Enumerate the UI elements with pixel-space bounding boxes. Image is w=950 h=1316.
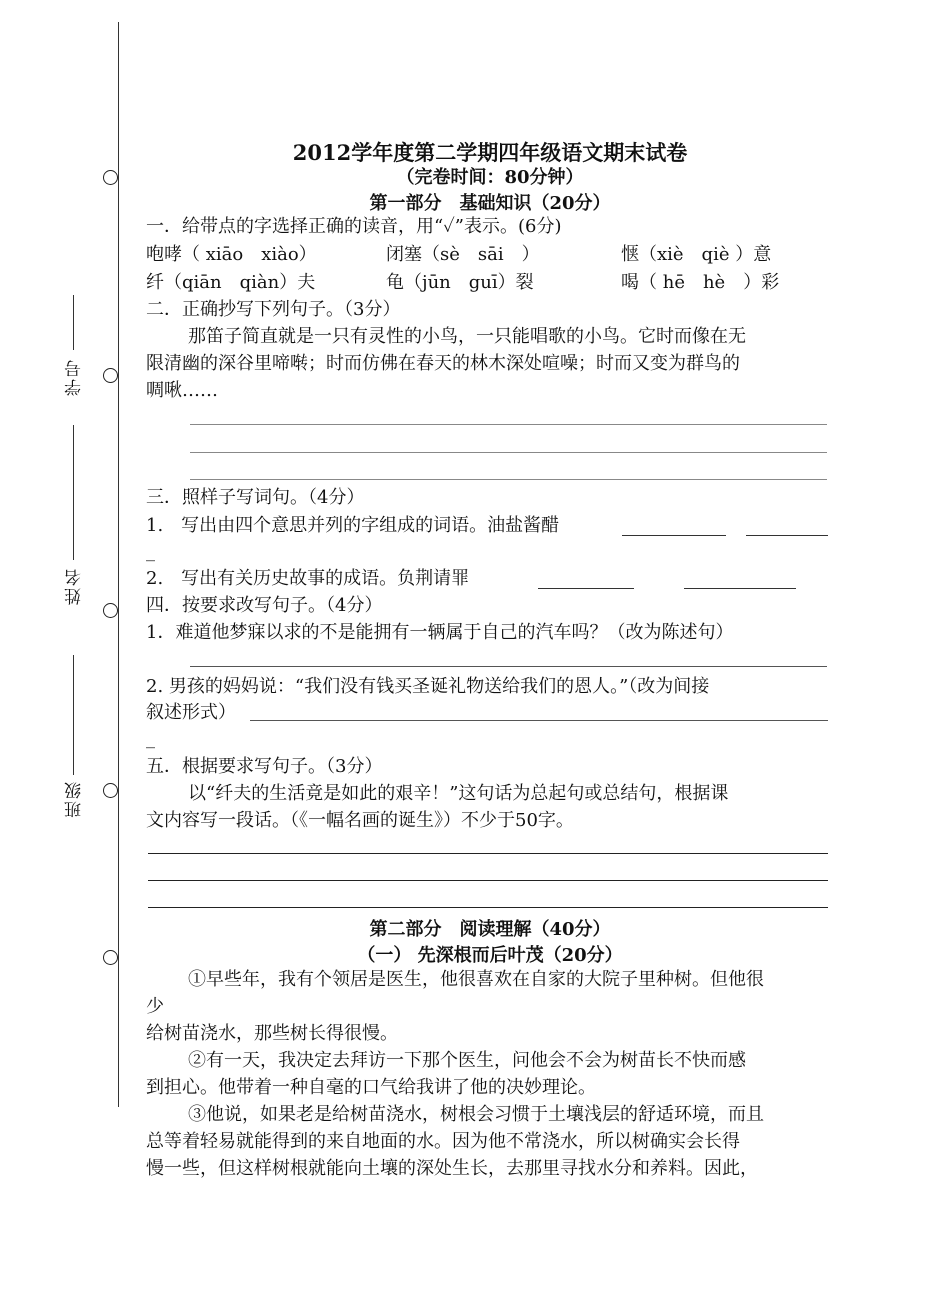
q4-item2-continuation: _ — [146, 728, 155, 749]
class-label: 班级 — [65, 780, 85, 818]
class-blank — [73, 655, 74, 775]
q1-title: 一．给带点的字选择正确的读音，用“✓”表示。(6分) — [146, 216, 562, 237]
q1-row1-item: 惬（xiè qiè ）意 — [621, 244, 772, 265]
answer-line[interactable] — [190, 666, 827, 667]
answer-line[interactable] — [190, 424, 827, 425]
q1-row2-item: 龟（jūn guī）裂 — [386, 272, 534, 293]
name-blank — [73, 425, 74, 560]
q5-title: 五．根据要求写句子。（3分） — [146, 756, 383, 777]
q3-item1: 1. 写出由四个意思并列的字组成的词语。油盐酱醋 — [146, 515, 560, 536]
answer-line[interactable] — [190, 479, 827, 480]
q2-passage-line: 限清幽的深谷里啼啭；时而仿佛在春天的林木深处喧噪；时而又变为群鸟的 — [146, 353, 740, 374]
reading-paragraph: ②有一天，我决定去拜访一下那个医生，问他会不会为树苗长不快而感 — [188, 1050, 746, 1071]
exam-time: （完卷时间：80分钟） — [396, 167, 584, 188]
reading-paragraph: 少 — [146, 996, 164, 1017]
binding-hole — [103, 783, 118, 798]
q2-passage-line: 啁啾…… — [146, 380, 218, 401]
binding-hole — [103, 368, 118, 383]
binding-hole — [103, 603, 118, 618]
q3-item1-continuation: _ — [146, 541, 155, 562]
part2-heading: 第二部分 阅读理解（40分） — [369, 919, 611, 940]
q1-row2-item: 喝（ hē hè ）彩 — [621, 272, 780, 293]
q3-item2-blank[interactable] — [684, 570, 796, 589]
q3-item1-blank[interactable] — [622, 517, 726, 536]
q1-row2-item: 纤（qiān qiàn）夫 — [146, 272, 316, 293]
answer-line[interactable] — [148, 853, 828, 854]
part1-heading: 第一部分 基础知识（20分） — [369, 193, 611, 214]
q4-title: 四．按要求改写句子。（4分） — [146, 595, 383, 616]
q3-item2-blank[interactable] — [538, 570, 634, 589]
answer-line[interactable] — [148, 880, 828, 881]
student-id-label: 学号 — [65, 358, 85, 396]
q5-prompt: 文内容写一段话。（《一幅名画的诞生》）不少于50字。 — [146, 810, 574, 831]
q2-passage-line: 那笛子简直就是一只有灵性的小鸟，一只能唱歌的小鸟。它时而像在无 — [188, 326, 746, 347]
q4-item1: 1．难道他梦寐以求的不是能拥有一辆属于自己的汽车吗？（改为陈述句） — [146, 622, 734, 643]
reading-paragraph: ③他说，如果老是给树苗浇水，树根会习惯于土壤浅层的舒适环境，而且 — [188, 1104, 764, 1125]
student-id-blank — [73, 295, 74, 350]
answer-line[interactable] — [190, 452, 827, 453]
name-label: 姓名 — [65, 567, 85, 605]
reading-paragraph: 到担心。他带着一种自毫的口气给我讲了他的决妙理论。 — [146, 1077, 596, 1098]
q3-title: 三．照样子写词句。（4分） — [146, 487, 365, 508]
exam-title: 2012学年度第二学期四年级语文期末试卷 — [292, 140, 688, 165]
q2-title: 二．正确抄写下列句子。（3分） — [146, 299, 401, 320]
answer-line[interactable] — [250, 720, 828, 721]
q1-row1-item: 咆哮（ xiāo xiào） — [146, 244, 317, 265]
reading-paragraph: 给树苗浇水，那些树长得很慢。 — [146, 1023, 398, 1044]
q4-item2: 叙述形式） — [146, 702, 236, 723]
q1-row1-item: 闭塞（sè sāi ） — [386, 244, 540, 265]
q3-item1-blank[interactable] — [746, 517, 828, 536]
q4-item2: 2. 男孩的妈妈说：“我们没有钱买圣诞礼物送给我们的恩人。”（改为间接 — [146, 676, 710, 697]
reading-title: （一） 先深根而后叶茂（20分） — [357, 945, 623, 966]
q3-item2: 2. 写出有关历史故事的成语。负荆请罪 — [146, 568, 470, 589]
reading-paragraph: ①早些年，我有个领居是医生，他很喜欢在自家的大院子里种树。但他很 — [188, 969, 764, 990]
reading-paragraph: 慢一些，但这样树根就能向土壤的深处生长，去那里寻找水分和养料。因此， — [146, 1158, 758, 1179]
answer-line[interactable] — [148, 907, 828, 908]
q5-prompt: 以“纤夫的生活竟是如此的艰辛！”这句话为总起句或总结句，根据课 — [188, 783, 729, 804]
reading-paragraph: 总等着轻易就能得到的来自地面的水。因为他不常浇水，所以树确实会长得 — [146, 1131, 740, 1152]
